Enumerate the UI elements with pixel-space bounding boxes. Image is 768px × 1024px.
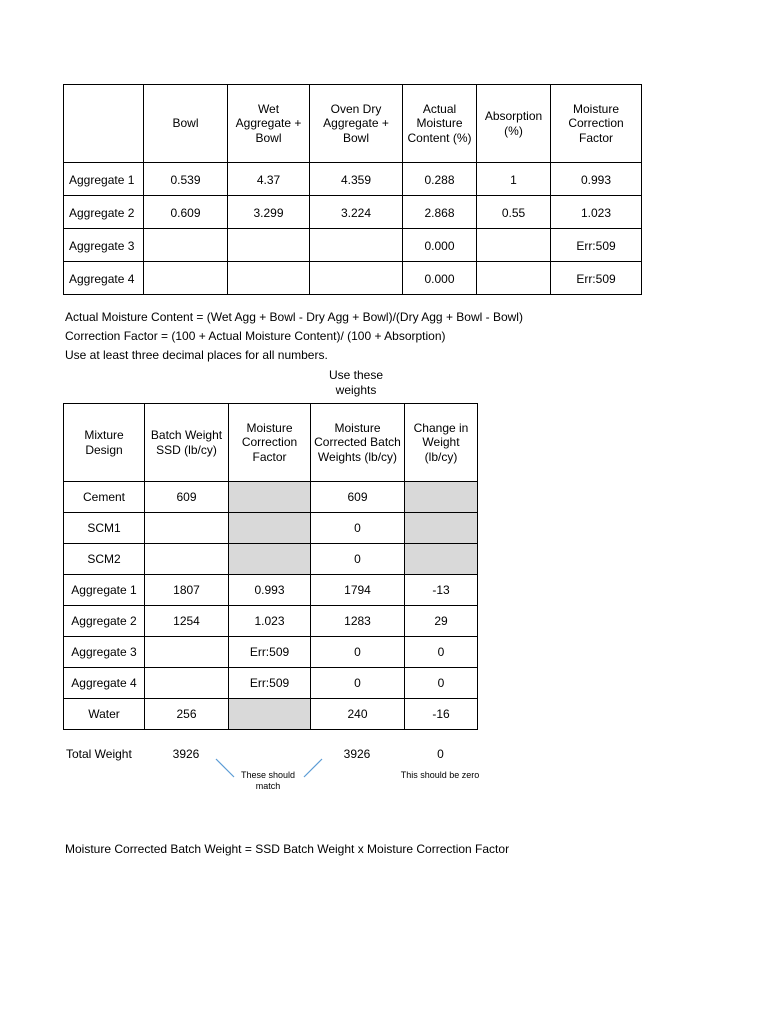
change-cell — [405, 544, 478, 575]
total-ssd-value: 3926 — [172, 747, 200, 761]
row-label: SCM2 — [64, 544, 145, 575]
row-label: Aggregate 1 — [64, 163, 144, 196]
factor-cell: 1.023 — [551, 196, 642, 229]
moisture-formula-note: Actual Moisture Content = (Wet Agg + Bowl - Dry Agg + Bowl)/(Dry Agg + Bowl - Bowl) — [65, 310, 523, 324]
dry-cell: 3.224 — [310, 196, 403, 229]
change-cell: 0 — [405, 637, 478, 668]
corrected-weight-cell: 609 — [311, 482, 405, 513]
table-row — [64, 668, 478, 699]
factor-cell: 0.993 — [229, 575, 311, 606]
ssd-weight-cell — [145, 637, 229, 668]
change-cell — [405, 482, 478, 513]
absorption-cell — [477, 229, 551, 262]
moisture-content-table — [63, 84, 642, 295]
batch-rows — [64, 482, 478, 730]
row-label: Aggregate 4 — [64, 262, 144, 295]
factor-cell: Err:509 — [229, 637, 311, 668]
table-row — [64, 482, 478, 513]
corrected-weight-cell: 0 — [311, 513, 405, 544]
row-label: Aggregate 4 — [64, 668, 145, 699]
table-row — [64, 229, 642, 262]
wet-cell: 4.37 — [228, 163, 310, 196]
batch-formula-note: Moisture Corrected Batch Weight = SSD Batch Weight x Moisture Correction Factor — [65, 842, 510, 856]
moisture-cell: 0.288 — [403, 163, 477, 196]
corrected-weight-cell: 1283 — [311, 606, 405, 637]
ssd-weight-cell: 1254 — [145, 606, 229, 637]
decimal-places-note: Use at least three decimal places for all numbers. — [65, 348, 328, 362]
moisture-header-row — [64, 85, 642, 163]
table-row — [64, 699, 478, 730]
bowl-cell — [144, 262, 228, 295]
use-these-weights-label: Use these weights — [328, 368, 384, 397]
change-cell: 0 — [405, 668, 478, 699]
change-cell: -13 — [405, 575, 478, 606]
header-wet-aggregate: Wet Aggregate + Bowl — [228, 85, 310, 163]
factor-formula-note: Correction Factor = (100 + Actual Moisture Content)/ (100 + Absorption) — [65, 329, 446, 343]
bowl-cell: 0.609 — [144, 196, 228, 229]
factor-cell: Err:509 — [551, 262, 642, 295]
header-change-in-weight: Change in Weight (lb/cy) — [405, 404, 478, 482]
wet-cell: 3.299 — [228, 196, 310, 229]
batch-weights-table — [63, 403, 478, 730]
corrected-weight-cell: 0 — [311, 637, 405, 668]
dry-cell — [310, 229, 403, 262]
row-label: Water — [64, 699, 145, 730]
header-cell — [64, 85, 144, 163]
header-bowl: Bowl — [144, 85, 228, 163]
table-row — [64, 513, 478, 544]
dry-cell: 4.359 — [310, 163, 403, 196]
total-corrected-value: 3926 — [343, 747, 371, 761]
factor-cell — [229, 544, 311, 575]
ssd-weight-cell — [145, 513, 229, 544]
table-row — [64, 575, 478, 606]
header-oven-dry-aggregate: Oven Dry Aggregate + Bowl — [310, 85, 403, 163]
header-batch-weight-ssd: Batch Weight SSD (lb/cy) — [145, 404, 229, 482]
factor-cell — [229, 699, 311, 730]
row-label: Aggregate 2 — [64, 196, 144, 229]
wet-cell — [228, 229, 310, 262]
moisture-cell: 0.000 — [403, 262, 477, 295]
change-cell: 29 — [405, 606, 478, 637]
row-label: Aggregate 2 — [64, 606, 145, 637]
row-label: Cement — [64, 482, 145, 513]
factor-cell: 1.023 — [229, 606, 311, 637]
change-cell: -16 — [405, 699, 478, 730]
row-label: Aggregate 3 — [64, 229, 144, 262]
total-change-value: 0 — [437, 747, 444, 761]
row-label: SCM1 — [64, 513, 145, 544]
header-absorption: Absorption (%) — [477, 85, 551, 163]
factor-cell: Err:509 — [229, 668, 311, 699]
change-cell — [405, 513, 478, 544]
batch-header-row — [64, 404, 478, 482]
factor-cell: Err:509 — [551, 229, 642, 262]
table-row — [64, 544, 478, 575]
header-correction-factor: Moisture Correction Factor — [551, 85, 642, 163]
header-corrected-weights: Moisture Corrected Batch Weights (lb/cy) — [311, 404, 405, 482]
ssd-weight-cell — [145, 544, 229, 575]
row-label: Aggregate 3 — [64, 637, 145, 668]
moisture-cell: 0.000 — [403, 229, 477, 262]
factor-cell — [229, 482, 311, 513]
table-row — [64, 196, 642, 229]
ssd-weight-cell — [145, 668, 229, 699]
factor-cell: 0.993 — [551, 163, 642, 196]
corrected-weight-cell: 0 — [311, 668, 405, 699]
header-mixture-design: Mixture Design — [64, 404, 145, 482]
table-row — [64, 262, 642, 295]
corrected-weight-cell: 240 — [311, 699, 405, 730]
corrected-weight-cell: 0 — [311, 544, 405, 575]
absorption-cell: 0.55 — [477, 196, 551, 229]
table-row — [64, 606, 478, 637]
corrected-weight-cell: 1794 — [311, 575, 405, 606]
bowl-cell — [144, 229, 228, 262]
header-correction-factor: Moisture Correction Factor — [229, 404, 311, 482]
wet-cell — [228, 262, 310, 295]
factor-cell — [229, 513, 311, 544]
dry-cell — [310, 262, 403, 295]
row-label: Aggregate 1 — [64, 575, 145, 606]
ssd-weight-cell: 256 — [145, 699, 229, 730]
table-row — [64, 163, 642, 196]
these-should-match-note: These should match — [240, 770, 296, 791]
table-row — [64, 637, 478, 668]
header-actual-moisture: Actual Moisture Content (%) — [403, 85, 477, 163]
absorption-cell: 1 — [477, 163, 551, 196]
callout-line-right — [304, 759, 322, 777]
absorption-cell — [477, 262, 551, 295]
bowl-cell: 0.539 — [144, 163, 228, 196]
ssd-weight-cell: 1807 — [145, 575, 229, 606]
should-be-zero-note: This should be zero — [400, 770, 480, 780]
moisture-cell: 2.868 — [403, 196, 477, 229]
total-weight-label: Total Weight — [66, 747, 132, 761]
ssd-weight-cell: 609 — [145, 482, 229, 513]
